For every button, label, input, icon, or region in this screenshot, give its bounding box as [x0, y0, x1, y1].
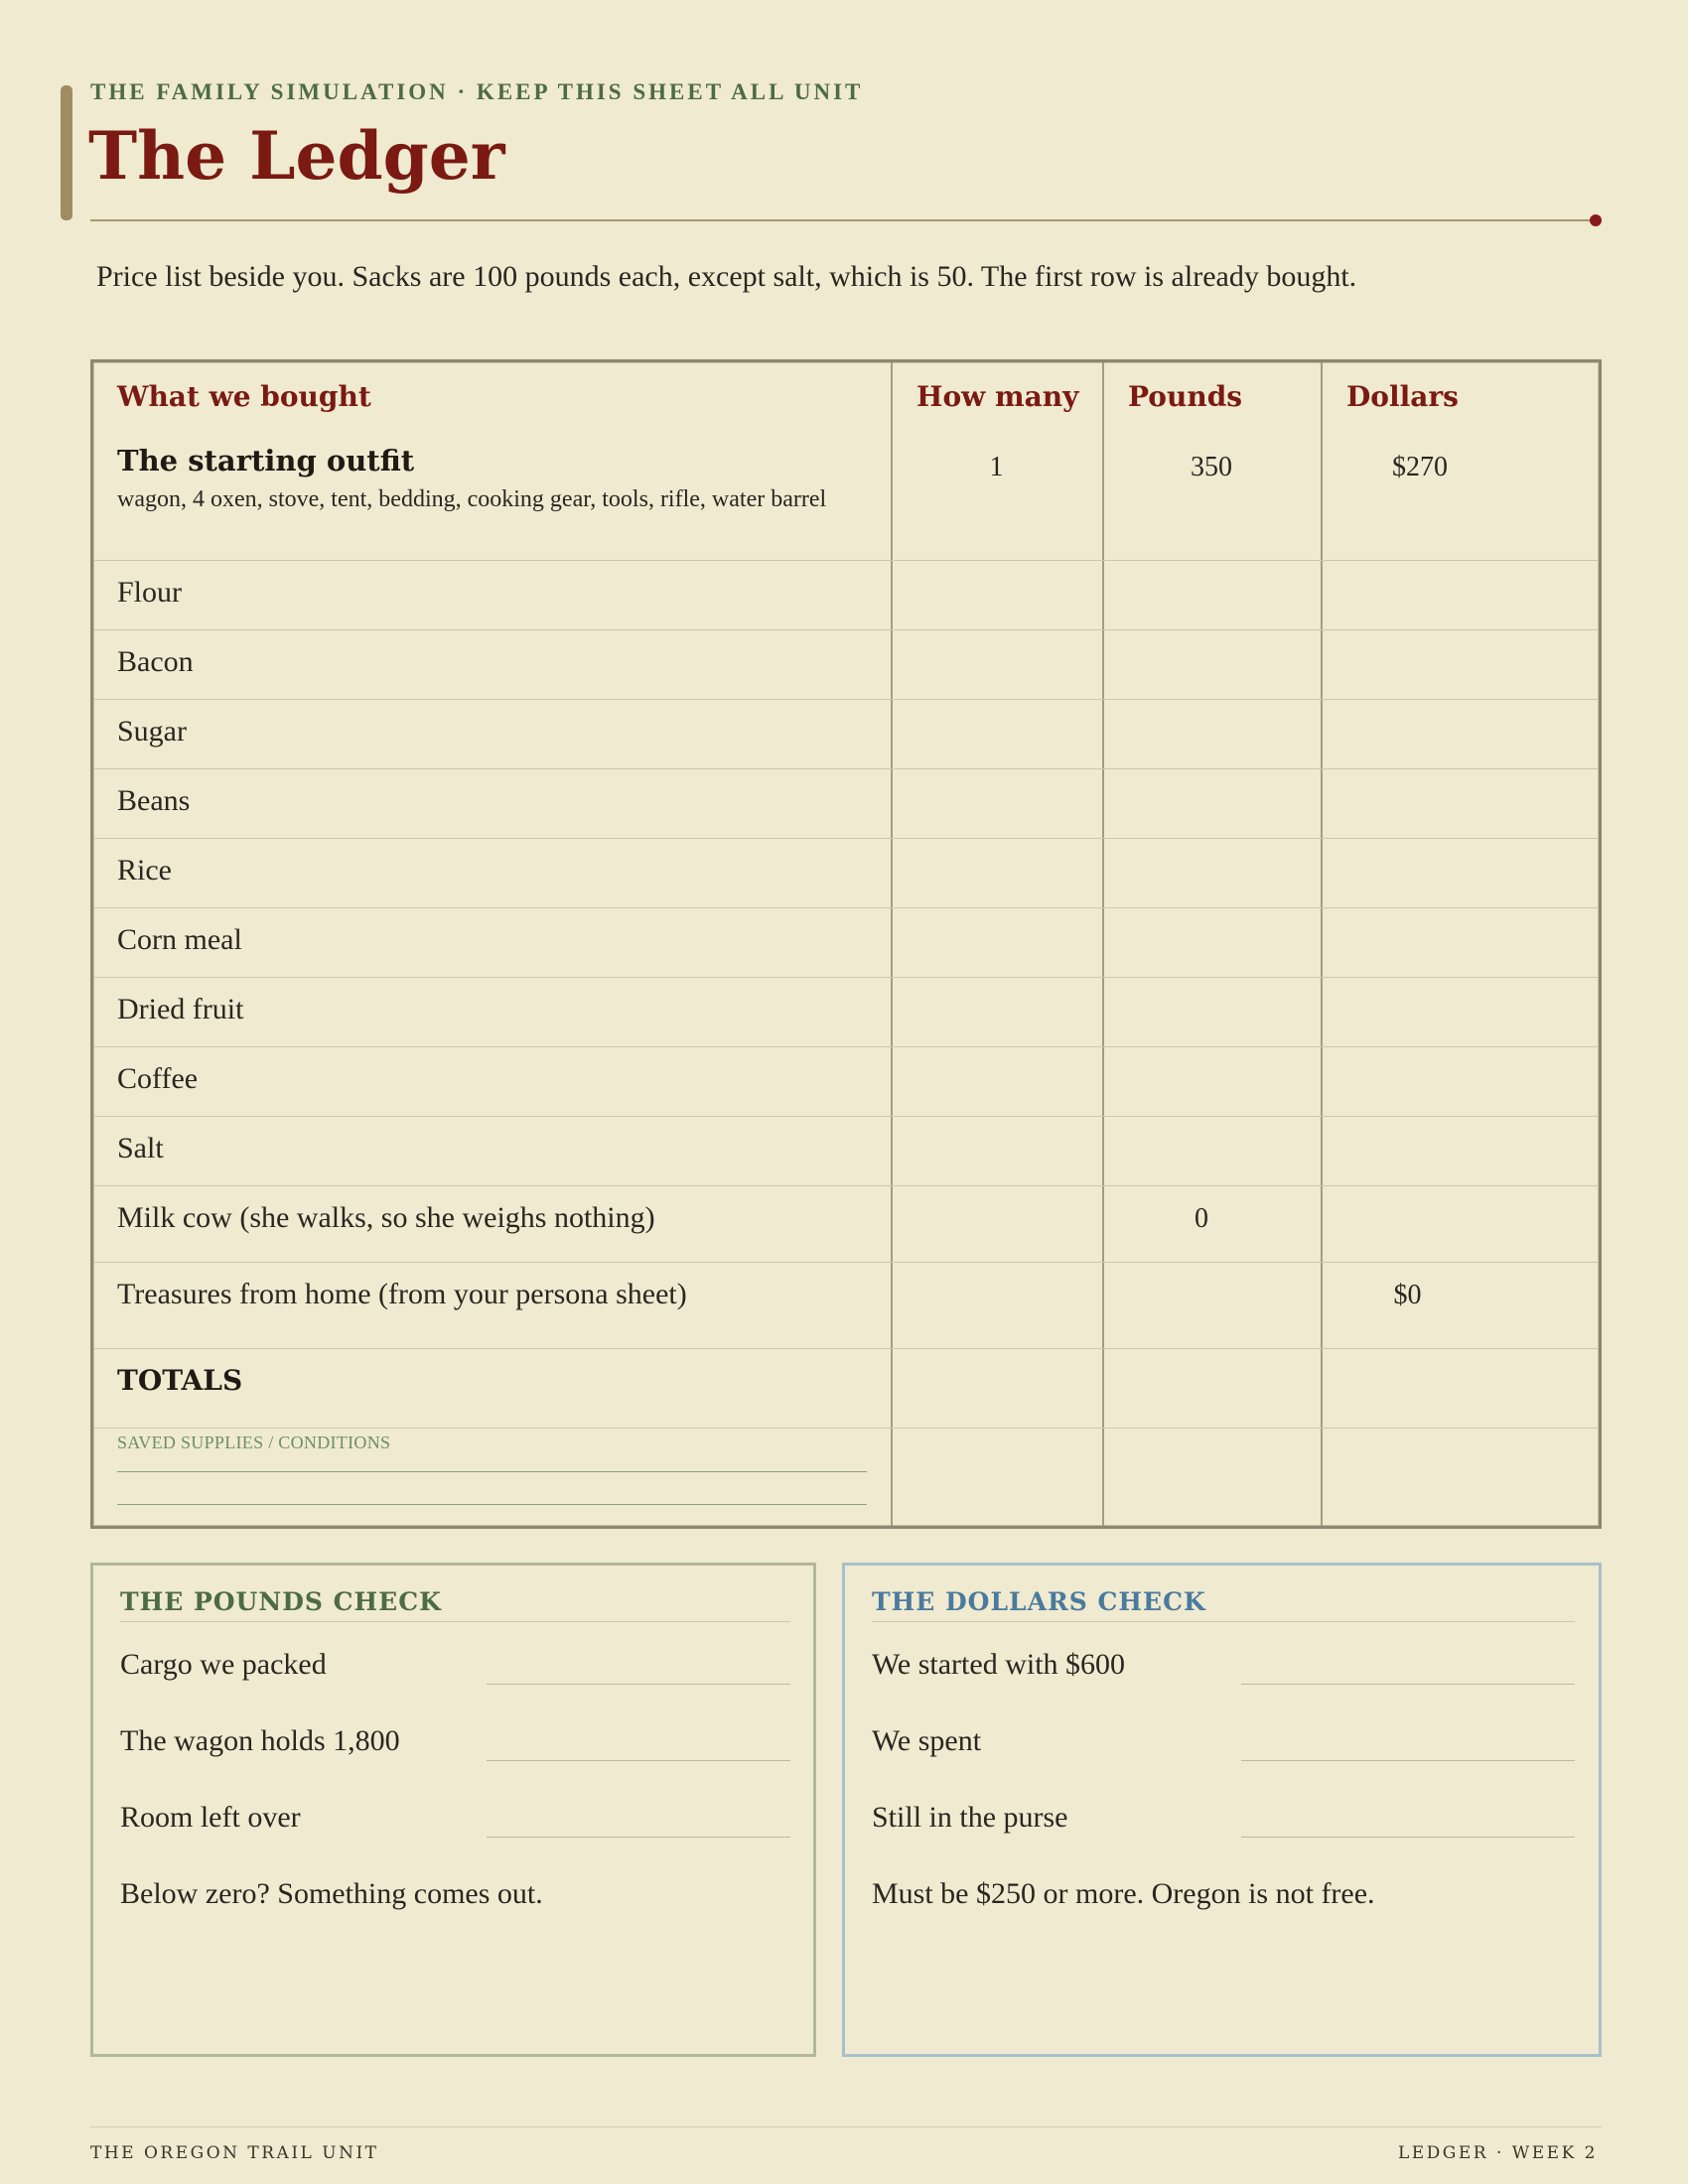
row-divider — [93, 1046, 1599, 1047]
dollars-check-purse-label: Still in the purse — [872, 1801, 1068, 1834]
saved-supplies-label: SAVED SUPPLIES / CONDITIONS — [117, 1433, 391, 1452]
row-divider — [93, 699, 1599, 700]
dollars-check-rule — [872, 1621, 1575, 1622]
row-divider — [93, 768, 1599, 769]
row-divider — [93, 1428, 1599, 1429]
ledger-row-item: Dried fruit — [117, 993, 244, 1025]
ledger-row-item: Coffee — [117, 1062, 199, 1095]
column-header-dollars: Dollars — [1346, 380, 1459, 413]
column-header-pounds: Pounds — [1128, 380, 1243, 413]
ledger-row-item: Treasures from home (from your persona sheet) — [117, 1278, 687, 1310]
saved-supplies-write-line[interactable] — [117, 1471, 867, 1472]
row-divider — [93, 838, 1599, 839]
header-rule — [90, 219, 1595, 221]
row-divider — [93, 629, 1599, 630]
pounds-check-room-blank[interactable] — [487, 1837, 790, 1838]
column-header-item: What we bought — [117, 380, 371, 413]
dollars-check-purse-blank[interactable] — [1241, 1837, 1575, 1838]
header-accent-bar — [61, 85, 72, 220]
ledger-row-item: Rice — [117, 854, 172, 887]
dollars-check-box — [842, 1563, 1602, 2057]
row-divider — [93, 977, 1599, 978]
column-divider — [1321, 362, 1323, 1526]
starting-outfit-dollars: $270 — [1392, 452, 1448, 482]
totals-label: TOTALS — [117, 1364, 243, 1397]
pounds-check-title: THE POUNDS CHECK — [120, 1587, 442, 1616]
pounds-check-cargo-label: Cargo we packed — [120, 1648, 327, 1681]
dollars-check-note: Must be $250 or more. Oregon is not free. — [872, 1877, 1375, 1910]
starting-outfit-pounds: 350 — [1191, 452, 1232, 482]
pounds-check-rule — [120, 1621, 790, 1622]
dollars-check-spent-blank[interactable] — [1241, 1760, 1575, 1761]
column-header-how-many: How many — [916, 380, 1079, 413]
ledger-row-item: Milk cow (she walks, so she weighs nothing) — [117, 1201, 655, 1234]
row-divider — [93, 1116, 1599, 1117]
pounds-check-capacity-blank[interactable] — [487, 1760, 790, 1761]
ledger-row-item: Sugar — [117, 715, 187, 748]
footer-page-label: LEDGER · WEEK 2 — [1397, 2143, 1598, 2163]
milk-cow-pounds: 0 — [1195, 1203, 1208, 1234]
header-rule-dot — [1590, 214, 1602, 226]
starting-outfit-name: The starting outfit — [117, 444, 415, 478]
footer-rule — [90, 2126, 1602, 2127]
row-divider — [93, 907, 1599, 908]
dollars-check-started-label: We started with $600 — [872, 1648, 1126, 1681]
row-divider — [93, 1262, 1599, 1263]
row-divider — [93, 560, 1599, 561]
ledger-row-item: Flour — [117, 576, 183, 609]
ledger-row-item: Beans — [117, 784, 191, 817]
dollars-check-title: THE DOLLARS CHECK — [872, 1587, 1206, 1616]
row-divider — [93, 1348, 1599, 1349]
ledger-row-item: Bacon — [117, 645, 194, 678]
intro-text: Price list beside you. Sacks are 100 pounds each, except salt, which is 50. The first row is already bought. — [96, 260, 1357, 293]
column-divider — [891, 362, 893, 1526]
ledger-row-item: Salt — [117, 1132, 164, 1164]
page-title: The Ledger — [88, 117, 505, 195]
header-eyebrow: THE FAMILY SIMULATION · KEEP THIS SHEET ALL UNIT — [90, 79, 864, 104]
pounds-check-note: Below zero? Something comes out. — [120, 1877, 543, 1910]
pounds-check-capacity-label: The wagon holds 1,800 — [120, 1724, 400, 1757]
dollars-check-started-blank[interactable] — [1241, 1684, 1575, 1685]
starting-outfit-how-many: 1 — [989, 452, 1004, 482]
row-divider — [93, 1185, 1599, 1186]
starting-outfit-description: wagon, 4 oxen, stove, tent, bedding, cooking gear, tools, rifle, water barrel — [117, 486, 827, 512]
pounds-check-room-label: Room left over — [120, 1801, 301, 1834]
treasures-dollars: $0 — [1393, 1280, 1422, 1310]
ledger-table — [90, 359, 1602, 1529]
pounds-check-box — [90, 1563, 816, 2057]
dollars-check-spent-label: We spent — [872, 1724, 982, 1757]
pounds-check-cargo-blank[interactable] — [487, 1684, 790, 1685]
ledger-row-item: Corn meal — [117, 923, 242, 956]
saved-supplies-write-line[interactable] — [117, 1504, 867, 1505]
column-divider — [1102, 362, 1104, 1526]
footer-unit-name: THE OREGON TRAIL UNIT — [90, 2143, 379, 2163]
